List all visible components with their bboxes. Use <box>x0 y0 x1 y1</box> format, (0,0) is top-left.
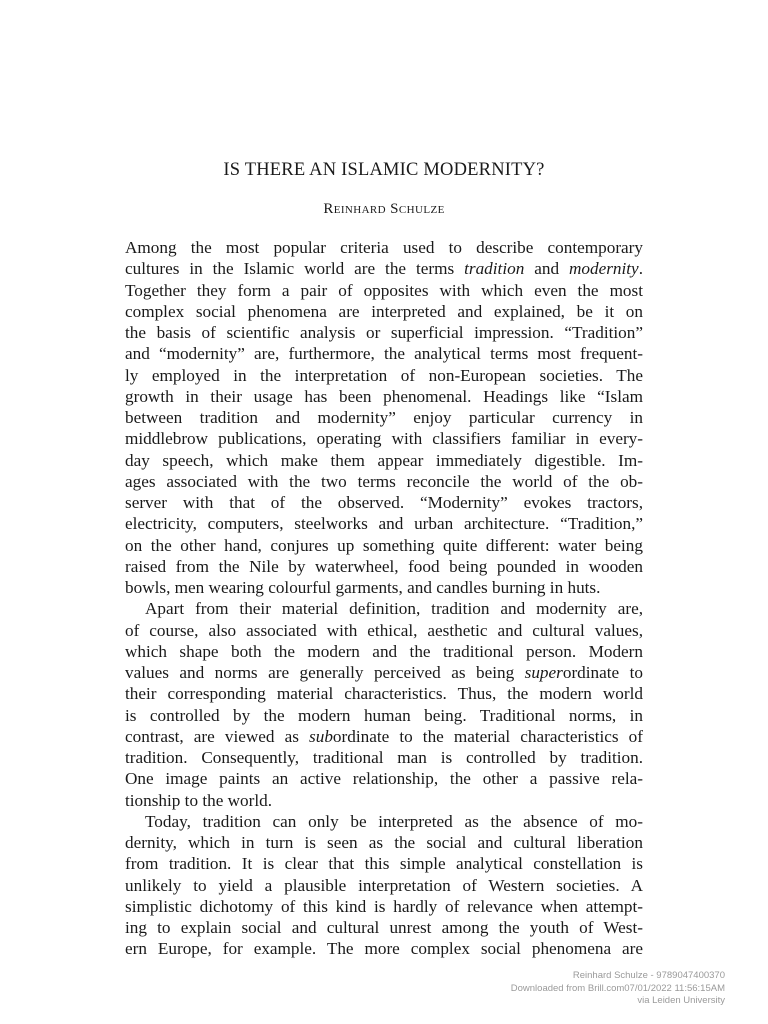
text-line: Among the most popular criteria used to describe contemporary <box>125 238 643 257</box>
text-line: ern Europe, for example. The more complex social phenomena are <box>125 939 643 959</box>
footer-institution: via Leiden University <box>637 995 725 1006</box>
italic-term: super <box>524 663 563 682</box>
italic-term: modernity <box>569 259 639 279</box>
text-line: Together they form a pair of opposites with which even the most <box>125 280 643 300</box>
author-name: Reinhard Schulze <box>323 201 445 217</box>
text-line: values and norms are generally perceived as being superordinate to <box>125 663 643 682</box>
text-line: from tradition. It is clear that this simple analytical constellation is <box>125 854 643 874</box>
text-line: electricity, computers, steelworks and urban architecture. “Tradition,” <box>125 514 643 534</box>
text-line: day speech, which make them appear immediately digestible. Im- <box>125 450 643 470</box>
text-line: is controlled by the modern human being. Traditional norms, in <box>125 705 643 725</box>
text-line: between tradition and modernity” enjoy particular currency in <box>125 408 643 427</box>
text-line: Apart from their material definition, tradition and modernity are, <box>145 599 643 619</box>
download-watermark <box>511 970 725 1008</box>
italic-term: tradition <box>464 259 525 279</box>
text-line: tionship to the world. <box>125 790 273 810</box>
text-line: raised from the Nile by waterwheel, food being pounded in wooden <box>125 556 643 576</box>
text-line: and “modernity” are, furthermore, the analytical terms most frequent- <box>125 344 643 364</box>
text-line: contrast, are viewed as subordinate to the material characteristics of <box>125 726 643 746</box>
text-line: bowls, men wearing colourful garments, and candles burning in huts. <box>125 578 601 597</box>
text-line: which shape both the modern and the traditional person. Modern <box>125 641 643 661</box>
text-line: tradition. Consequently, traditional man is controlled by tradition. <box>125 748 643 767</box>
paragraph <box>125 598 643 811</box>
text-line: ages associated with the two terms reconcile the world of the ob- <box>125 471 643 491</box>
text-line: the basis of scientific analysis or superficial impression. “Tradition” <box>125 323 643 342</box>
chapter-title: IS THERE AN ISLAMIC MODERNITY? <box>223 160 545 180</box>
text-line: of course, also associated with ethical, aesthetic and cultural values, <box>125 620 643 640</box>
footer-book-info: Reinhard Schulze - 9789047400370 <box>572 970 725 981</box>
text-line: growth in their usage has been phenomenal. Headings like “Islam <box>125 386 643 406</box>
text-line: Today, tradition can only be interpreted as the absence of mo- <box>145 811 643 831</box>
footer-download-info: Downloaded from Brill.com07/01/2022 11:56:15AM <box>510 982 725 994</box>
body-text <box>125 237 643 960</box>
text-line: their corresponding material characteristics. Thus, the modern world <box>125 684 643 704</box>
text-line: middlebrow publications, operating with classifiers familiar in every- <box>125 429 643 449</box>
text-line: ly employed in the interpretation of non-European societies. The <box>125 365 643 385</box>
paragraph <box>125 811 643 960</box>
text-line: ing to explain social and cultural unrest among the youth of West- <box>125 918 643 937</box>
text-line: on the other hand, conjures up something quite different: water being <box>125 535 643 555</box>
text-line: unlikely to yield a plausible interpretation of Western societies. A <box>125 875 643 895</box>
text-line: server with that of the observed. “Modernity” evokes tractors, <box>125 493 643 512</box>
italic-term: sub <box>309 726 333 746</box>
text-line: dernity, which in turn is seen as the social and cultural liberation <box>125 833 643 852</box>
text-line: simplistic dichotomy of this kind is hardly of relevance when attempt- <box>125 896 643 916</box>
text-line: One image paints an active relationship, the other a passive rela- <box>125 769 643 789</box>
text-line: complex social phenomena are interpreted and explained, be it on <box>125 301 643 321</box>
paragraph <box>125 237 643 598</box>
text-line: cultures in the Islamic world are the terms tradition and modernity. <box>125 259 643 279</box>
